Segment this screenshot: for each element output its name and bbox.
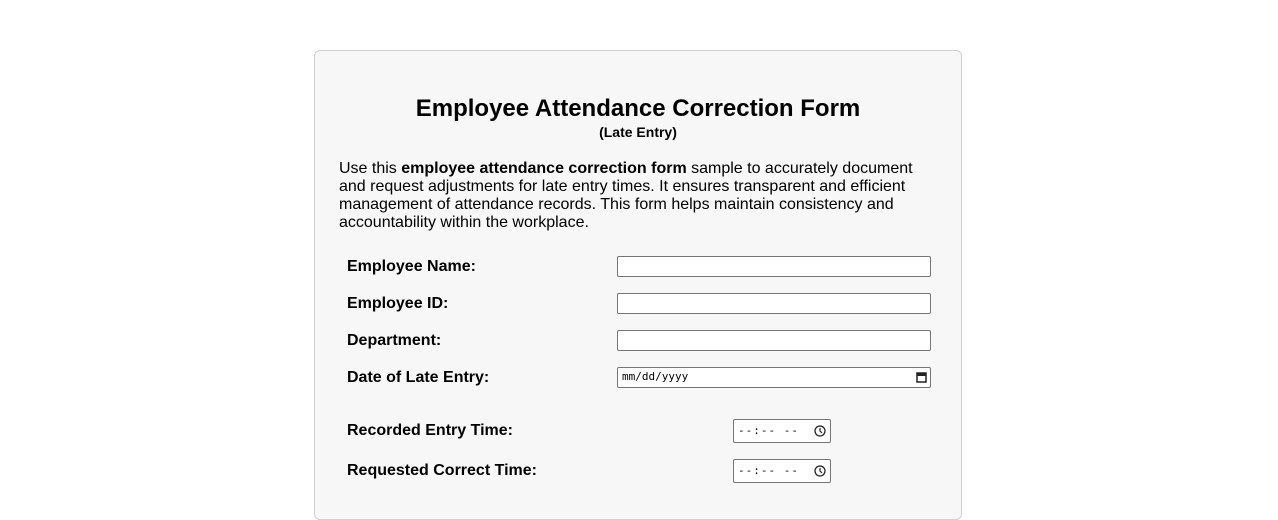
date-of-late-entry-row — [347, 367, 931, 389]
form-subtitle: (Late Entry) — [599, 124, 677, 140]
recorded-entry-time-label: Recorded Entry Time: — [347, 422, 513, 439]
requested-correct-time-row — [347, 459, 931, 481]
requested-correct-time-label: Requested Correct Time: — [347, 462, 537, 479]
intro-suffix: sample to accurately document and request adjustments for late entry times. It ensures transparent and efficient management of attendance records. This form helps maintain consistency and accountability within the workplace. — [339, 160, 913, 231]
recorded-entry-time-row — [347, 419, 931, 441]
department-row — [347, 330, 931, 352]
requested-correct-time-input[interactable] — [733, 459, 831, 483]
clock-icon[interactable] — [814, 465, 826, 477]
form-card — [314, 50, 962, 520]
date-of-late-entry-input[interactable] — [617, 367, 931, 388]
intro-bold: employee attendance correction form — [401, 160, 687, 177]
clock-icon[interactable] — [814, 425, 826, 437]
calendar-icon[interactable] — [916, 371, 927, 383]
employee-id-label: Employee ID: — [347, 295, 449, 312]
form-title: Employee Attendance Correction Form — [415, 95, 861, 122]
recorded-entry-time-input[interactable] — [733, 419, 831, 443]
employee-id-row — [347, 293, 931, 315]
time-placeholder: --:-- -- — [738, 464, 799, 477]
date-placeholder: mm/dd/yyyy — [622, 370, 689, 383]
employee-name-input[interactable] — [617, 256, 931, 277]
department-label: Department: — [347, 332, 442, 349]
employee-name-label: Employee Name: — [347, 258, 476, 275]
employee-id-input[interactable] — [617, 293, 931, 314]
department-input[interactable] — [617, 330, 931, 351]
employee-name-row — [347, 256, 931, 278]
date-of-late-entry-label: Date of Late Entry: — [347, 369, 490, 386]
intro-prefix: Use this — [339, 160, 402, 177]
intro-paragraph — [339, 160, 929, 232]
time-placeholder: --:-- -- — [738, 424, 799, 437]
